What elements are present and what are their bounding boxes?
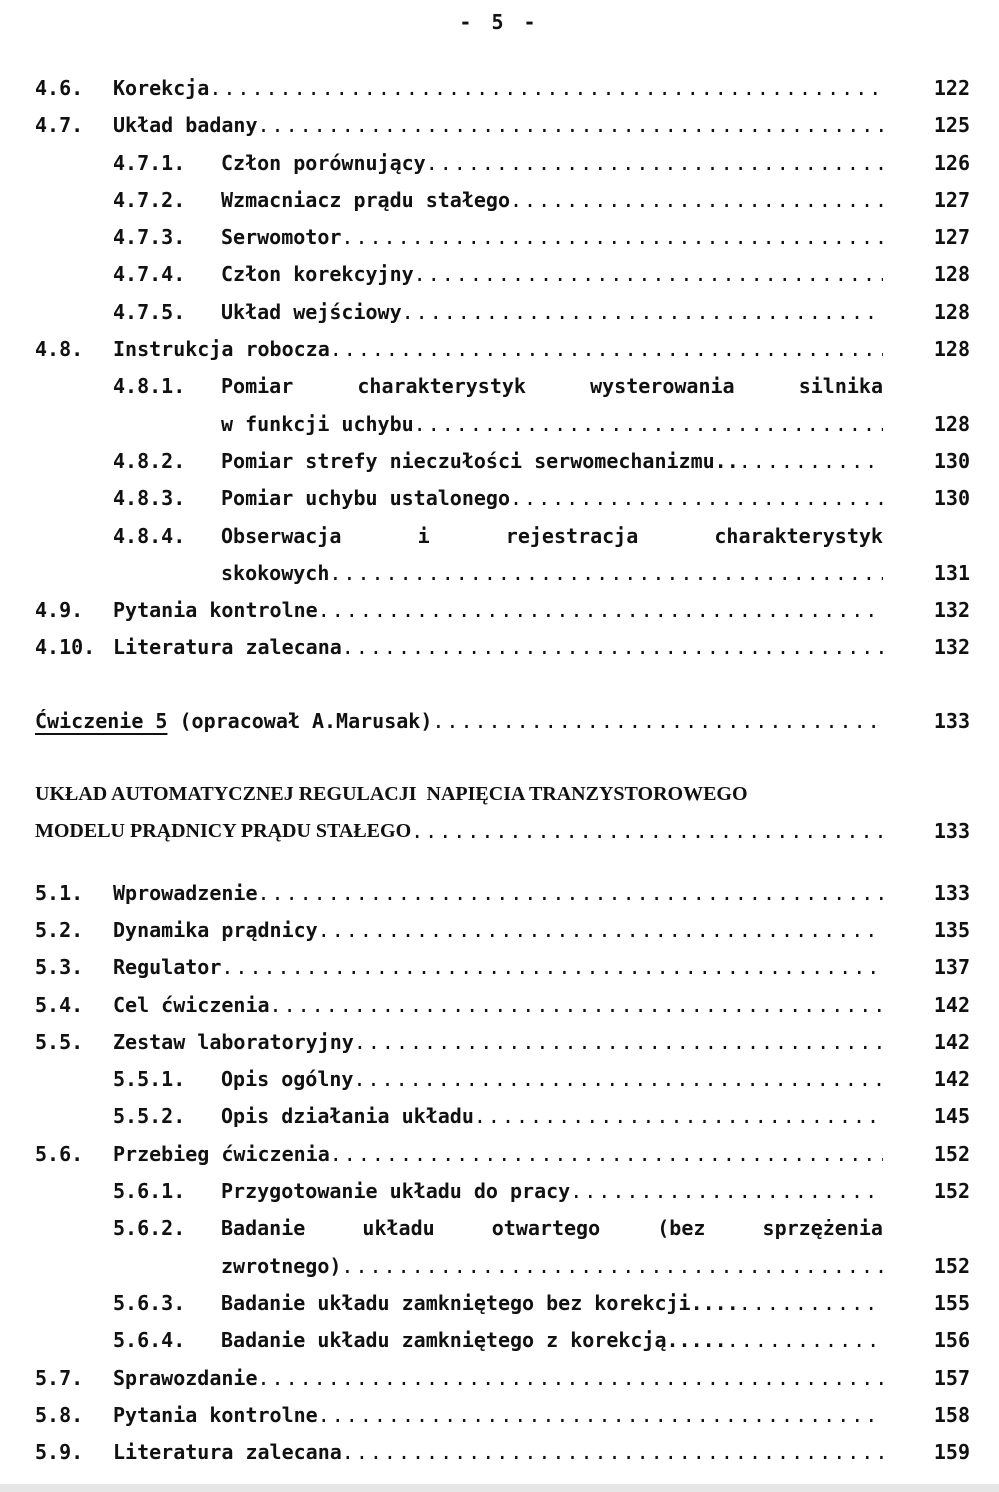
- toc-entry-number: 4.8.: [35, 337, 84, 362]
- toc-entry: [35, 1322, 970, 1359]
- toc-leader-dots: [474, 1098, 883, 1135]
- toc-leader-dots: [510, 182, 883, 219]
- toc-entry-page: 127: [933, 187, 970, 212]
- chapter-heading: [35, 703, 970, 740]
- toc-entry-number: 5.6.2.: [113, 1216, 186, 1241]
- toc-entry-title: Pytania kontrolne: [113, 598, 318, 623]
- toc-entry: [35, 480, 970, 517]
- toc-entry-number: 4.7.2.: [113, 187, 186, 212]
- table-of-contents: [35, 70, 970, 1471]
- toc-entry-page: 126: [933, 150, 970, 175]
- toc-entry-4-8-1: [35, 368, 970, 443]
- toc-leader-dots: [342, 629, 883, 666]
- toc-entry-word: silnika: [798, 374, 883, 399]
- page-number: - 5 -: [459, 10, 540, 34]
- toc-leader-dots: [330, 1136, 883, 1173]
- toc-entry-title: Zestaw laboratoryjny: [113, 1029, 354, 1054]
- toc-entry-title: Wprowadzenie: [113, 880, 258, 905]
- toc-entry: [35, 912, 970, 949]
- toc-entry-page: 145: [933, 1104, 970, 1129]
- toc-entry-number: 5.4.: [35, 992, 84, 1017]
- toc-entry-word: charakterystyk: [357, 374, 526, 399]
- toc-entry: [35, 949, 970, 986]
- toc-entry-number: 4.8.2.: [113, 448, 186, 473]
- toc-entry-page: 131: [933, 560, 970, 585]
- toc-entry-word: (bez: [657, 1216, 706, 1241]
- toc-entry-page: 155: [933, 1290, 970, 1315]
- toc-entry-number: 5.7.: [35, 1365, 84, 1390]
- toc-leader-dots: [258, 875, 884, 912]
- toc-entry-title: Literatura zalecana: [113, 1440, 342, 1465]
- toc-leader-dots: [414, 256, 883, 293]
- toc-entry-page: 142: [933, 1029, 970, 1054]
- toc-entry-word: Obserwacja: [221, 523, 342, 548]
- toc-leader-dots: [353, 1061, 883, 1098]
- toc-entry-page: 157: [933, 1365, 970, 1390]
- toc-leader-dots: [341, 219, 883, 256]
- toc-leader-dots: [318, 912, 883, 949]
- toc-leader-dots: [258, 107, 884, 144]
- toc-entry-title: Przebieg ćwiczenia: [113, 1141, 330, 1166]
- toc-entry-number: 4.7.1.: [113, 150, 186, 175]
- toc-entry-number: 5.6.3.: [113, 1290, 186, 1315]
- toc-entry-page: 137: [933, 955, 970, 980]
- toc-entry-page: 159: [933, 1440, 970, 1465]
- toc-section-5a: [35, 875, 970, 1211]
- toc-entry-page: 128: [933, 411, 970, 436]
- toc-leader-dots: [342, 1434, 883, 1471]
- toc-entry-page: 158: [933, 1402, 970, 1427]
- toc-leader-dots: [570, 1173, 883, 1210]
- toc-entry-title: Badanie układu zamkniętego bez korekcji....: [221, 1290, 739, 1315]
- toc-entry-page: 130: [933, 486, 970, 511]
- toc-leader-dots: [318, 1397, 883, 1434]
- toc-entry-page: 122: [933, 76, 970, 100]
- toc-entry-title: Badanie układu zamkniętego z korekcją.....: [221, 1328, 727, 1353]
- toc-entry-number: 4.7.3.: [113, 225, 186, 250]
- toc-entry-word: układu: [362, 1216, 435, 1241]
- toc-leader-dots: [510, 480, 883, 517]
- toc-entry-page: 128: [933, 299, 970, 324]
- toc-entry-page: 125: [933, 113, 970, 138]
- toc-leader-dots: [739, 1285, 883, 1322]
- toc-leader-dots: [209, 70, 883, 107]
- toc-entry-title: Sprawozdanie: [113, 1365, 258, 1390]
- toc-entry-title-line: zwrotnego): [221, 1253, 342, 1278]
- toc-entry: [35, 629, 970, 666]
- toc-leader-dots: [318, 592, 883, 629]
- toc-entry-word: charakterystyk: [714, 523, 883, 548]
- toc-leader-dots: [330, 331, 883, 368]
- toc-entry-page: 142: [933, 1067, 970, 1092]
- toc-entry-word: Badanie: [221, 1216, 306, 1241]
- toc-entry-number: 5.6.: [35, 1141, 84, 1166]
- toc-entry: [35, 107, 970, 144]
- toc-entry-page: 127: [933, 225, 970, 250]
- toc-entry: [35, 1061, 970, 1098]
- chapter-title: [35, 776, 970, 851]
- toc-entry-title: Pomiar uchybu ustalonego: [221, 486, 510, 511]
- toc-entry-title: Korekcja: [113, 76, 210, 100]
- toc-section-4c: [35, 592, 970, 667]
- toc-entry-word: sprzężenia: [762, 1216, 883, 1241]
- toc-entry-title: Serwomotor: [221, 225, 342, 250]
- toc-entry-number: 5.3.: [35, 955, 84, 980]
- toc-entry: [35, 987, 970, 1024]
- toc-entry-title: Pytania kontrolne: [113, 1402, 318, 1427]
- toc-entry-page: 133: [933, 880, 970, 905]
- toc-entry: [35, 219, 970, 256]
- toc-leader-dots: [411, 813, 883, 850]
- toc-entry: [35, 443, 970, 480]
- toc-entry-title-line: w funkcji uchybu: [221, 411, 414, 436]
- toc-entry-page: 142: [933, 992, 970, 1017]
- toc-entry-title: Literatura zalecana: [113, 635, 342, 660]
- toc-entry-number: 4.8.4.: [113, 523, 186, 548]
- toc-entry-page: 128: [933, 337, 970, 362]
- toc-entry-page: 152: [933, 1179, 970, 1204]
- toc-entry-title: Opis ogólny: [221, 1067, 354, 1092]
- toc-entry-number: 4.7.4.: [113, 262, 186, 287]
- chapter-title-line: UKŁAD AUTOMATYCZNEJ REGULACJI NAPIĘCIA TRANZYSTOROWEGO: [35, 783, 748, 806]
- toc-entry-number: 5.6.1.: [113, 1179, 186, 1204]
- toc-leader-dots: [739, 443, 883, 480]
- toc-leader-dots: [402, 294, 883, 331]
- toc-entry: [35, 145, 970, 182]
- toc-entry-number: 5.1.: [35, 880, 84, 905]
- toc-entry-page: 133: [933, 708, 970, 733]
- toc-entry-page: 132: [933, 635, 970, 660]
- toc-entry-4-8-4: [35, 518, 970, 593]
- toc-entry: [35, 256, 970, 293]
- toc-entry-page: 132: [933, 598, 970, 623]
- toc-entry-title: Człon korekcyjny: [221, 262, 414, 287]
- toc-entry-title: Opis działania układu: [221, 1104, 474, 1129]
- toc-leader-dots: [270, 987, 883, 1024]
- toc-entry-word: otwartego: [491, 1216, 601, 1241]
- toc-entry: [35, 294, 970, 331]
- toc-entry-number: 4.9.: [35, 598, 84, 623]
- toc-entry-number: 4.8.3.: [113, 486, 186, 511]
- chapter-title-line: MODELU PRĄDNICY PRĄDU STAŁEGO: [35, 820, 412, 843]
- toc-entry-number: 5.5.2.: [113, 1104, 186, 1129]
- toc-section-5b: [35, 1285, 970, 1471]
- toc-entry: [35, 1136, 970, 1173]
- toc-entry-number: 4.7.: [35, 113, 84, 138]
- toc-entry-title: Instrukcja robocza: [113, 337, 330, 362]
- toc-entry: [35, 70, 970, 107]
- toc-entry: [35, 1285, 970, 1322]
- toc-entry-title: Dynamika prądnicy: [113, 917, 318, 942]
- toc-leader-dots: [432, 703, 883, 740]
- toc-entry-number: 4.8.1.: [113, 374, 186, 399]
- toc-leader-dots: [329, 555, 883, 592]
- toc-entry-title: Pomiar strefy nieczułości serwomechanizmu..: [221, 448, 739, 473]
- toc-entry-page: 135: [933, 917, 970, 942]
- toc-entry: [35, 1024, 970, 1061]
- toc-entry-title: Układ wejściowy: [221, 299, 402, 324]
- toc-entry-number: 5.5.: [35, 1029, 84, 1054]
- toc-entry-title: Wzmacniacz prądu stałego: [221, 187, 510, 212]
- toc-leader-dots: [727, 1322, 883, 1359]
- toc-entry: [35, 1098, 970, 1135]
- toc-entry-title: Regulator: [113, 955, 222, 980]
- toc-entry-title-line: skokowych: [221, 560, 330, 585]
- toc-entry: [35, 182, 970, 219]
- toc-entry-number: 4.6.: [35, 76, 84, 100]
- toc-entry-number: 4.7.5.: [113, 299, 186, 324]
- toc-entry-title: Cel ćwiczenia: [113, 992, 270, 1017]
- toc-entry: [35, 1360, 970, 1397]
- toc-entry-page: 152: [933, 1141, 970, 1166]
- toc-entry-number: 5.9.: [35, 1440, 84, 1465]
- toc-entry: [35, 592, 970, 629]
- toc-entry-word: wysterowania: [590, 374, 735, 399]
- toc-entry-title-line: [221, 1210, 883, 1247]
- toc-entry-word: Pomiar: [221, 374, 294, 399]
- toc-entry-title-line: [221, 518, 883, 555]
- toc-entry-page: 152: [933, 1253, 970, 1278]
- chapter-author: (opracował A.Marusak): [167, 708, 433, 733]
- toc-entry-5-6-2: [35, 1210, 970, 1285]
- toc-entry: [35, 331, 970, 368]
- toc-leader-dots: [221, 949, 883, 986]
- chapter-label: Ćwiczenie 5: [35, 708, 168, 733]
- toc-entry: [35, 1434, 970, 1471]
- toc-leader-dots: [414, 406, 883, 443]
- toc-entry-number: 5.6.4.: [113, 1328, 186, 1353]
- toc-entry-number: 5.5.1.: [113, 1067, 186, 1092]
- toc-section-4a: [35, 70, 970, 368]
- toc-entry: [35, 875, 970, 912]
- toc-entry-page: 128: [933, 262, 970, 287]
- toc-entry-number: 5.2.: [35, 917, 84, 942]
- toc-entry-title: Przygotowanie układu do pracy: [221, 1179, 571, 1204]
- toc-leader-dots: [258, 1360, 884, 1397]
- toc-entry-title: Człon porównujący: [221, 150, 426, 175]
- toc-entry-page: 156: [933, 1328, 970, 1353]
- toc-entry-title-line: [221, 368, 883, 405]
- toc-leader-dots: [426, 145, 883, 182]
- toc-entry-page: 133: [933, 819, 970, 844]
- toc-entry-word: rejestracja: [505, 523, 639, 548]
- toc-entry-number: 5.8.: [35, 1402, 84, 1427]
- toc-entry-number: 4.10.: [35, 635, 96, 660]
- page-bottom-edge: [0, 1484, 999, 1492]
- toc-section-4b: [35, 443, 970, 518]
- toc-entry-word: i: [417, 523, 430, 548]
- toc-leader-dots: [354, 1024, 883, 1061]
- toc-entry: [35, 1173, 970, 1210]
- toc-entry: [35, 1397, 970, 1434]
- toc-entry-page: 130: [933, 448, 970, 473]
- toc-entry-title: Układ badany: [113, 113, 258, 138]
- toc-leader-dots: [341, 1248, 883, 1285]
